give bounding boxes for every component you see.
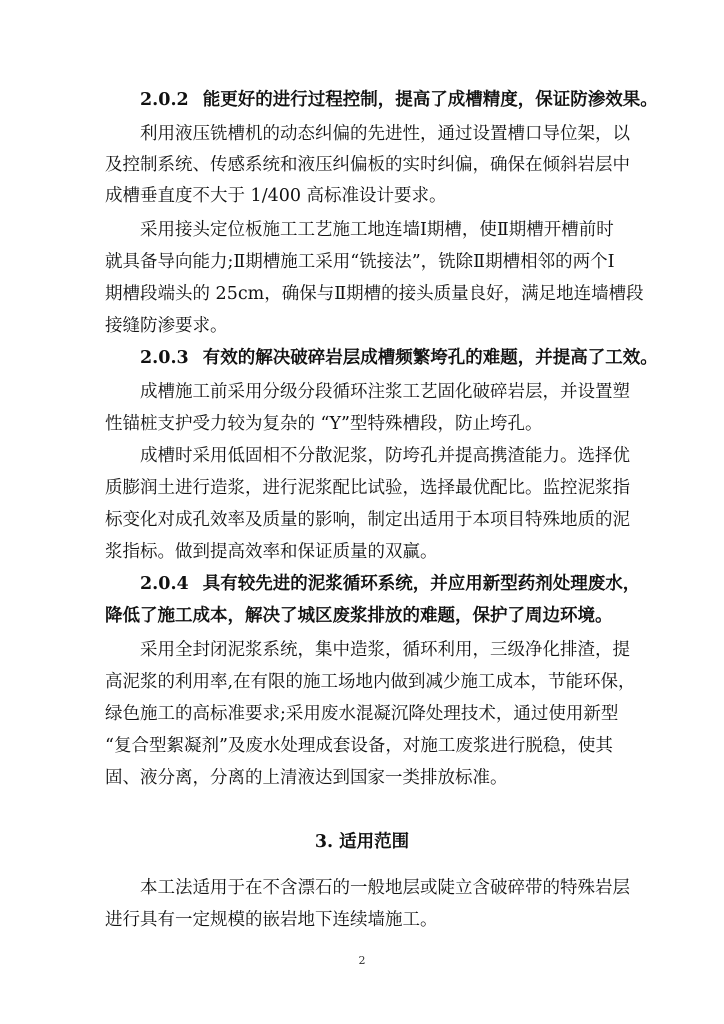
heading-2-0-3 <box>140 346 658 370</box>
heading-2-0-2 <box>140 88 658 112</box>
heading-text-continued: 降低了施工成本，解决了城区废浆排放的难题，保护了周边环境。 <box>105 606 613 626</box>
heading-text: 具有较先进的泥浆循环系统，并应用新型药剂处理废水， <box>202 574 641 594</box>
paragraph-line: 成槽时采用低固相不分散泥浆，防垮孔并提高携渣能力。选择优 <box>140 446 630 466</box>
paragraph-line: 质膨润土进行造浆，进行泥浆配比试验，选择最优配比。监控泥浆指 <box>105 478 630 498</box>
paragraph-line: 本工法适用于在不含漂石的一般地层或陡立含破碎带的特殊岩层 <box>140 878 630 898</box>
paragraph-line: 采用全封闭泥浆系统，集中造浆，循环利用，三级净化排渣，提 <box>140 640 630 660</box>
heading-text: 有效的解决破碎岩层成槽频繁垮孔的难题，并提高了工效。 <box>202 348 658 368</box>
paragraph-line: 成槽施工前采用分级分段循环注浆工艺固化破碎岩层，并设置塑 <box>140 382 630 402</box>
page-number: 2 <box>358 954 366 967</box>
paragraph-line: 标变化对成孔效率及质量的影响，制定出适用于本项目特殊地质的泥 <box>105 510 630 530</box>
section-title: 3. 适用范围 <box>314 832 410 852</box>
paragraph-line: 绿色施工的高标准要求;采用废水混凝沉降处理技术，通过使用新型 <box>105 704 619 724</box>
paragraph-line: 成槽垂直度不大于 1/400 高标准设计要求。 <box>105 186 447 206</box>
paragraph-line: 浆指标。做到提高效率和保证质量的双赢。 <box>105 542 438 562</box>
heading-2-0-4 <box>140 572 640 596</box>
paragraph-line: “复合型絮凝剂”及废水处理成套设备，对施工废浆进行脱稳，使其 <box>105 736 613 756</box>
paragraph-line: 进行具有一定规模的嵌岩地下连续墙施工。 <box>105 910 438 930</box>
paragraph-line: 高泥浆的利用率,在有限的施工场地内做到减少施工成本，节能环保， <box>105 672 636 692</box>
paragraph-line: 采用接头定位板施工工艺施工地连墙Ⅰ期槽，使Ⅱ期槽开槽前时 <box>140 220 614 240</box>
paragraph-line: 利用液压铣槽机的动态纠偏的先进性，通过设置槽口导位架，以 <box>140 124 630 144</box>
heading-number: 2.0.4 <box>140 574 189 594</box>
paragraph-line: 性锚桩支护受力较为复杂的 “Y”型特殊槽段，防止垮孔。 <box>105 414 543 434</box>
paragraph-line: 期槽段端头的 25cm，确保与Ⅱ期槽的接头质量良好，满足地连墙槽段 <box>105 284 644 304</box>
heading-number: 2.0.2 <box>140 90 189 110</box>
paragraph-line: 及控制系统、传感系统和液压纠偏板的实时纠偏，确保在倾斜岩层中 <box>105 155 630 175</box>
heading-text: 能更好的进行过程控制，提高了成槽精度，保证防渗效果。 <box>202 90 658 110</box>
heading-number: 2.0.3 <box>140 348 189 368</box>
paragraph-line: 接缝防渗要求。 <box>105 316 228 336</box>
paragraph-line: 就具备导向能力;Ⅱ期槽施工采用“铣接法”，铣除Ⅱ期槽相邻的两个Ⅰ <box>105 252 615 272</box>
paragraph-line: 固、液分离，分离的上清液达到国家一类排放标准。 <box>105 768 508 788</box>
